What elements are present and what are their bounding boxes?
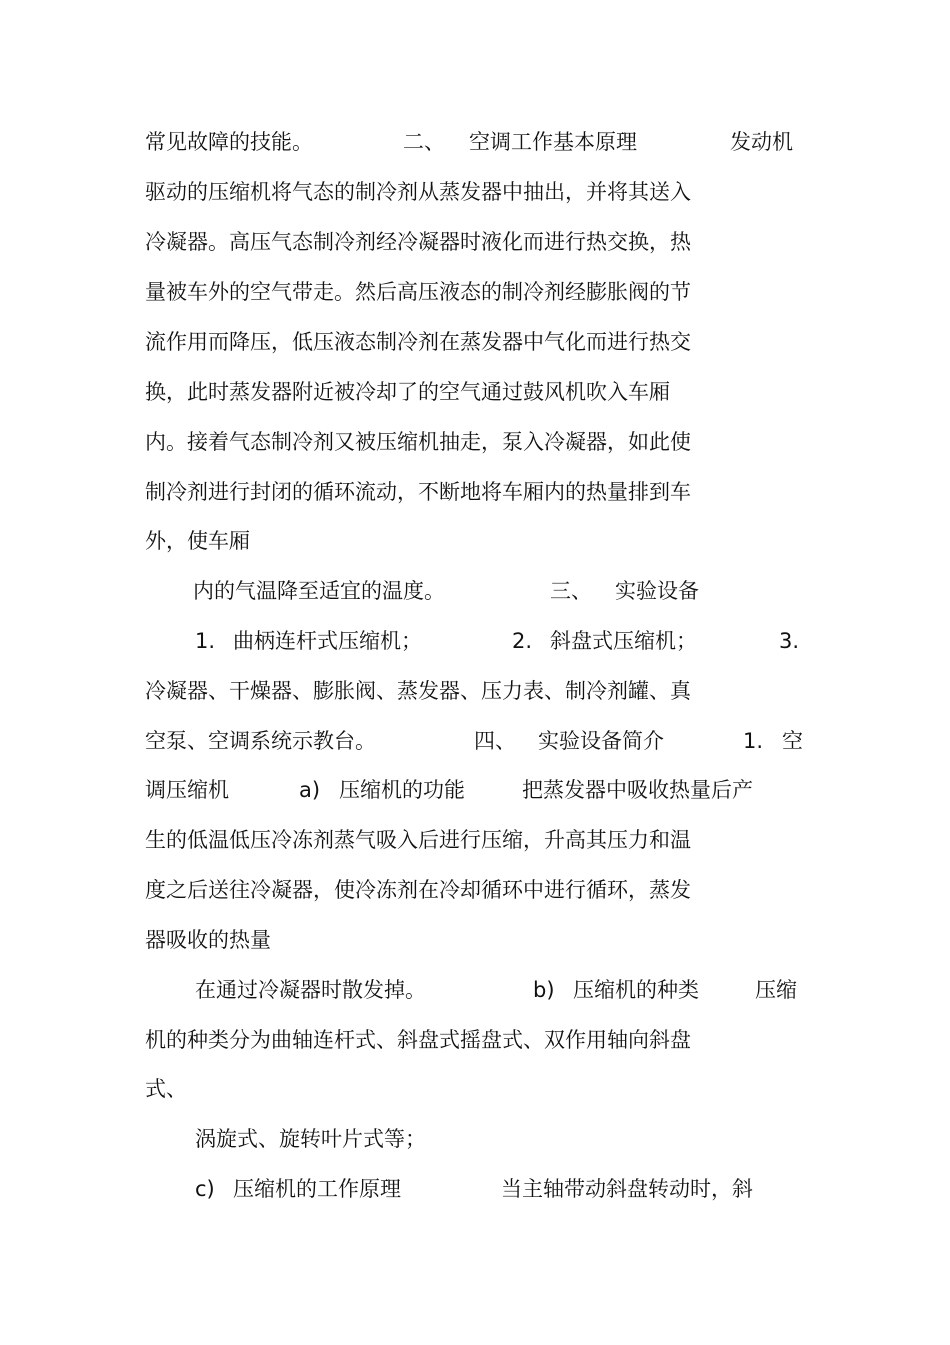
list-letter: c) (195, 1177, 215, 1201)
text-line (145, 1171, 815, 1207)
text-line (145, 1022, 815, 1058)
text-line (145, 1121, 815, 1157)
text-segment: 内。接着气态制冷剂又被压缩机抽走，泵入冷凝器，如此使 (145, 430, 691, 454)
text-line (145, 374, 815, 410)
section-number: 三、 (550, 579, 592, 603)
text-line (145, 174, 815, 210)
text-segment: 外，使车厢 (145, 529, 250, 553)
text-segment: 冷凝器。高压气态制冷剂经冷凝器时液化而进行热交换，热 (145, 230, 691, 254)
list-letter: b) (533, 978, 555, 1002)
text-segment: 量被车外的空气带走。然后高压液态的制冷剂经膨胀阀的节 (145, 280, 691, 304)
text-segment: 在通过冷凝器时散发掉。 (195, 978, 426, 1002)
text-line (145, 324, 815, 360)
text-segment: 压缩 (755, 978, 797, 1002)
text-segment: 内的气温降至适宜的温度。 (193, 579, 445, 603)
text-line (145, 274, 815, 310)
subsection-heading: 压缩机的工作原理 (233, 1177, 401, 1201)
text-line (145, 673, 815, 709)
text-line (145, 523, 815, 559)
text-line (145, 723, 815, 759)
list-number: 2. (512, 629, 533, 653)
list-number: 1. (195, 629, 216, 653)
text-segment: 制冷剂进行封闭的循环流动，不断地将车厢内的热量排到车 (145, 480, 691, 504)
text-line (145, 872, 815, 908)
list-letter: a) (299, 778, 321, 802)
text-segment: 调压缩机 (145, 778, 229, 802)
text-segment: 涡旋式、旋转叶片式等； (195, 1127, 426, 1151)
text-line (145, 124, 815, 160)
text-segment: 把蒸发器中吸收热量后产 (522, 778, 753, 802)
text-segment: 机的种类分为曲轴连杆式、斜盘式摇盘式、双作用轴向斜盘 (145, 1028, 691, 1052)
text-segment: 常见故障的技能。 (145, 130, 313, 154)
section-heading: 空调工作基本原理 (469, 130, 637, 154)
text-line (145, 623, 815, 659)
text-segment: 流作用而降压，低压液态制冷剂在蒸发器中气化而进行热交 (145, 330, 691, 354)
text-segment: 空泵、空调系统示教台。 (145, 729, 376, 753)
text-line (145, 972, 815, 1008)
list-item: 斜盘式压缩机； (550, 629, 697, 653)
list-number: 3. (779, 629, 800, 653)
text-line (145, 474, 815, 510)
text-segment: 当主轴带动斜盘转动时，斜 (501, 1177, 753, 1201)
section-heading: 实验设备简介 (538, 729, 664, 753)
text-segment: 发动机 (730, 130, 793, 154)
list-number: 1. (743, 729, 764, 753)
text-line (145, 224, 815, 260)
text-line (145, 772, 815, 808)
text-segment: 驱动的压缩机将气态的制冷剂从蒸发器中抽出，并将其送入 (145, 180, 691, 204)
text-segment: 式、 (145, 1077, 187, 1101)
list-item: 曲柄连杆式压缩机； (233, 629, 422, 653)
text-segment: 换，此时蒸发器附近被冷却了的空气通过鼓风机吹入车厢 (145, 380, 670, 404)
text-line (145, 573, 815, 609)
section-heading: 实验设备 (615, 579, 699, 603)
text-line (145, 424, 815, 460)
subsection-heading: 压缩机的功能 (339, 778, 465, 802)
section-number: 二、 (403, 130, 445, 154)
text-line (145, 922, 815, 958)
text-segment: 空 (782, 729, 803, 753)
text-line (145, 1071, 815, 1107)
text-segment: 器吸收的热量 (145, 928, 271, 952)
text-segment: 度之后送往冷凝器，使冷冻剂在冷却循环中进行循环，蒸发 (145, 878, 691, 902)
text-segment: 生的低温低压冷冻剂蒸气吸入后进行压缩，升高其压力和温 (145, 828, 691, 852)
section-number: 四、 (474, 729, 516, 753)
text-segment: 冷凝器、干燥器、膨胀阀、蒸发器、压力表、制冷剂罐、真 (145, 679, 691, 703)
text-line (145, 822, 815, 858)
subsection-heading: 压缩机的种类 (573, 978, 699, 1002)
